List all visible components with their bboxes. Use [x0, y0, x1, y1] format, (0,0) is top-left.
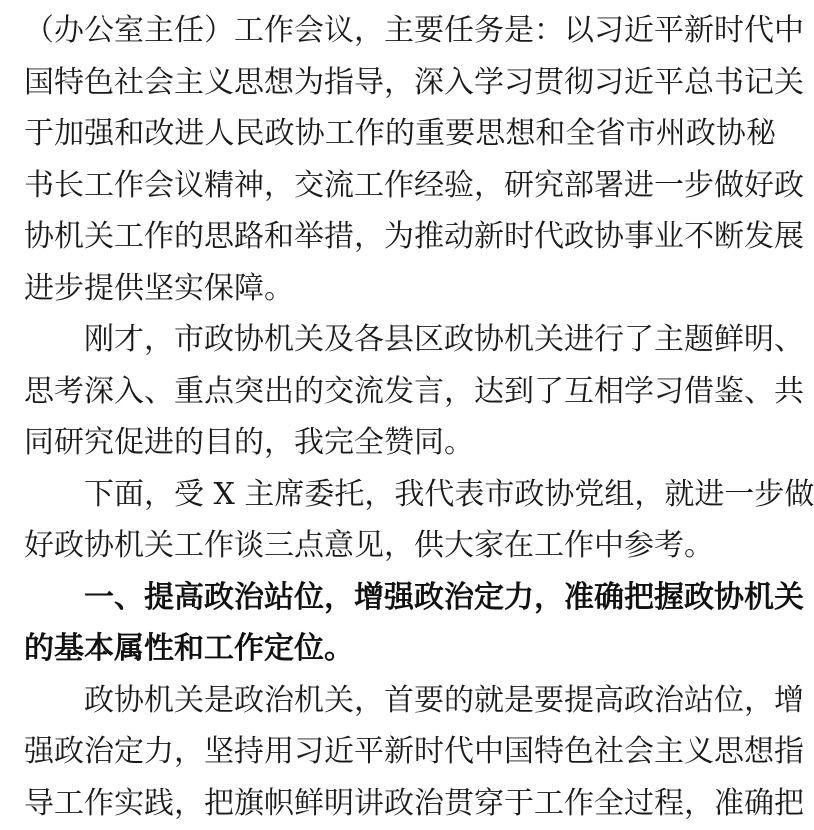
- paragraph-first-line: 政协机关是政治机关，首要的就是要提高政治站位，增: [84, 683, 804, 718]
- text-line: 同研究促进的目的，我完全赞同。: [24, 425, 474, 460]
- section-heading-continuation: 的基本属性和工作定位。: [24, 631, 354, 666]
- text-line: 好政协机关工作谈三点意见，供大家在工作中参考。: [24, 528, 714, 563]
- text-line: 书长工作会议精神，交流工作经验，研究部署进一步做好政: [24, 168, 804, 203]
- text-line: 进步提供坚实保障。: [24, 271, 294, 306]
- paragraph-first-line: 下面，受 X 主席委托，我代表市政协党组，就进一步做: [84, 477, 814, 512]
- text-line: 思考深入、重点突出的交流发言，达到了互相学习借鉴、共: [24, 374, 804, 409]
- text-line: 协机关工作的思路和举措，为推动新时代政协事业不断发展: [24, 219, 804, 254]
- text-line: 于加强和改进人民政协工作的重要思想和全省市州政协秘: [24, 116, 776, 151]
- text-line: 国特色社会主义思想为指导，深入学习贯彻习近平总书记关: [24, 65, 804, 100]
- text-line: （办公室主任）工作会议，主要任务是：以习近平新时代中: [24, 13, 804, 48]
- text-line-cut-off: 导工作实践，把旗帜鲜明讲政治贯穿于工作全过程，准确把: [24, 786, 804, 821]
- text-line: 强政治定力，坚持用习近平新时代中国特色社会主义思想指: [24, 734, 804, 769]
- paragraph-first-line: 刚才，市政协机关及各县区政协机关进行了主题鲜明、: [84, 322, 804, 357]
- section-heading: 一、提高政治站位，增强政治定力，准确把握政协机关: [84, 580, 804, 615]
